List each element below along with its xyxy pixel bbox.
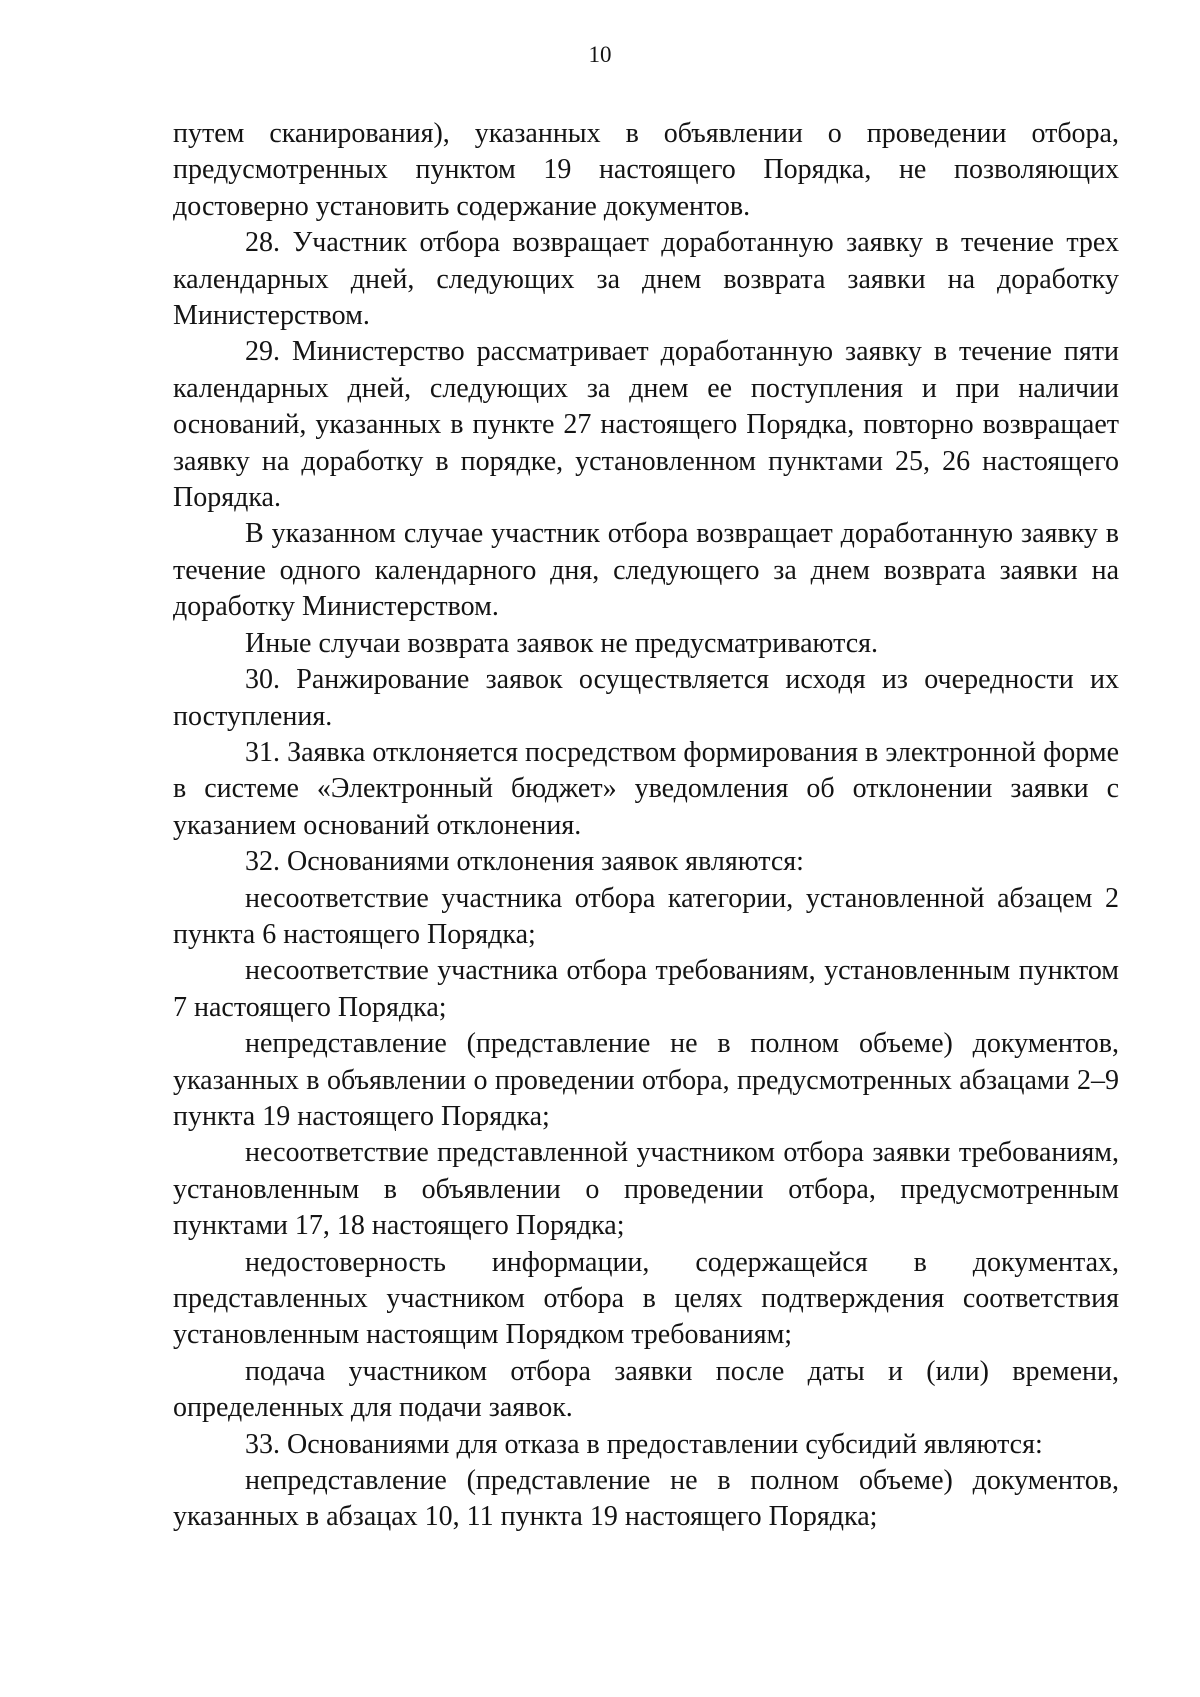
paragraph-item-29: 29. Министерство рассматривает доработанную заявку в течение пяти календарных дней, следующих за днем ее поступления и при наличии оснований, указанных в пункте 27 настоящего Порядка, повторно возвращает заявку на доработку в порядке, установленном пунктами 25, 26 настоящего Порядка. bbox=[173, 336, 1119, 514]
paragraph-return-case: В указанном случае участник отбора возвращает доработанную заявку в течение одного календарного дня, следующего за днем возврата заявки на доработку Министерством. bbox=[173, 518, 1119, 623]
paragraph-item-30: 30. Ранжирование заявок осуществляется исходя из очередности их поступления. bbox=[173, 664, 1119, 732]
paragraph-refusal-documents: непредставление (представление не в полном объеме) документов, указанных в абзацах 10, 11 пункта 19 настоящего Порядка; bbox=[173, 1465, 1119, 1533]
paragraph-ground-documents: непредставление (представление не в полном объеме) документов, указанных в объявлении о проведении отбора, предусмотренных абзацами 2–9 пункта 19 настоящего Порядка; bbox=[173, 1028, 1119, 1132]
paragraph-ground-category: несоответствие участника отбора категории, установленной абзацем 2 пункта 6 настоящего Порядка; bbox=[173, 882, 1119, 950]
paragraph-item-28: 28. Участник отбора возвращает доработанную заявку в течение трех календарных дней, следующих за днем возврата заявки на доработку Министерством. bbox=[173, 227, 1119, 332]
paragraph-ground-requirements: несоответствие участника отбора требованиям, установленным пунктом 7 настоящего Порядка; bbox=[173, 955, 1119, 1023]
paragraph-item-32: 32. Основаниями отклонения заявок являются: bbox=[245, 846, 804, 878]
document-body bbox=[173, 116, 1119, 1536]
paragraph-ground-application: несоответствие представленной участником отбора заявки требованиям, установленным в объявлении о проведении отбора, предусмотренным пунктами 17, 18 настоящего Порядка; bbox=[173, 1137, 1119, 1242]
paragraph-item-33: 33. Основаниями для отказа в предоставлении субсидий являются: bbox=[245, 1428, 1043, 1460]
paragraph-continuation: путем сканирования), указанных в объявлении о проведении отбора, предусмотренных пунктом 19 настоящего Порядка, не позволяющих достоверно установить содержание документов. bbox=[173, 118, 1119, 222]
paragraph-ground-late-submission: подача участником отбора заявки после даты и (или) времени, определенных для подачи заявок. bbox=[173, 1355, 1119, 1424]
paragraph-item-31: 31. Заявка отклоняется посредством формирования в электронной форме в системе «Электронный бюджет» уведомления об отклонении заявки с указанием оснований отклонения. bbox=[173, 736, 1119, 841]
page-number: 10 bbox=[588, 42, 612, 67]
paragraph-ground-unreliable-info: недостоверность информации, содержащейся в документах, представленных участником отбора в целях подтверждения соответствия установленным настоящим Порядком требованиям; bbox=[173, 1246, 1119, 1351]
paragraph-other-cases: Иные случаи возврата заявок не предусматриваются. bbox=[245, 627, 878, 659]
